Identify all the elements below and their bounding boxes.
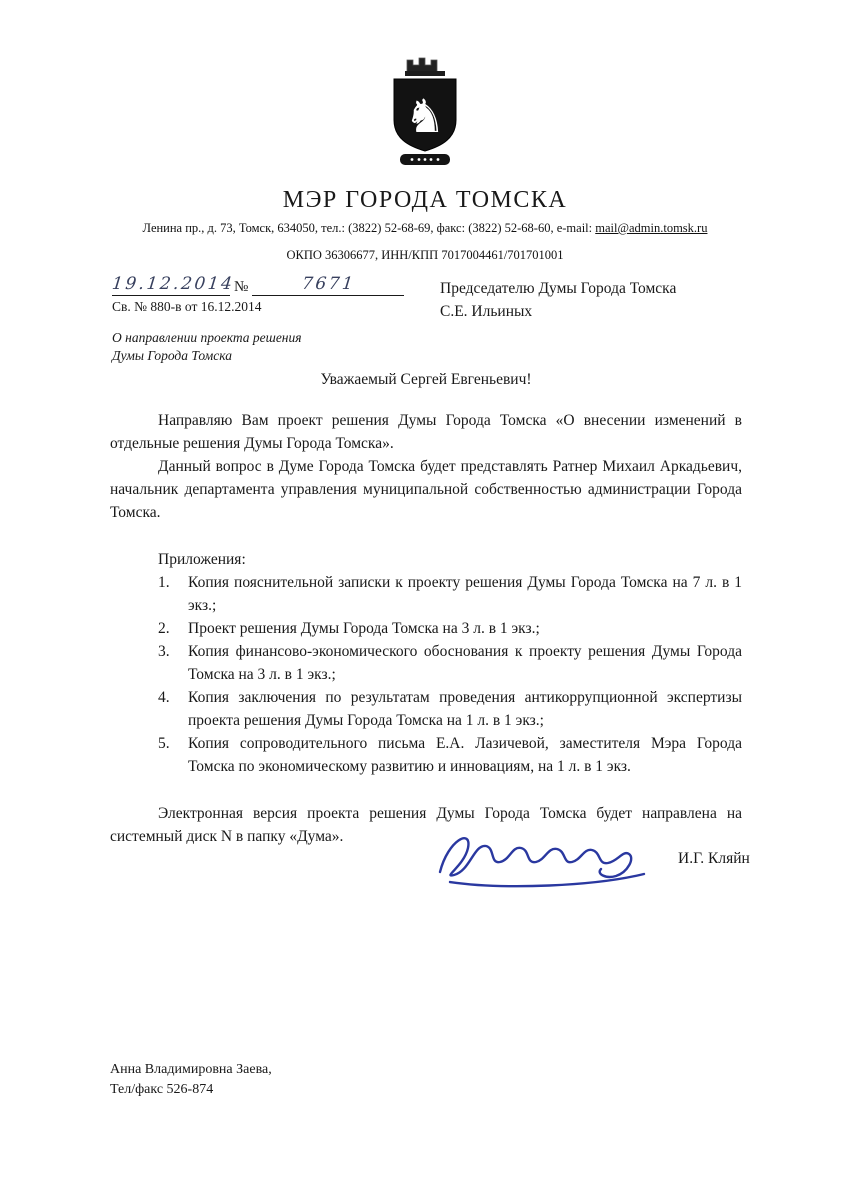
ribbon-icon	[400, 154, 450, 165]
subject-line-2: Думы Города Томска	[112, 348, 232, 363]
attachment-item-2	[110, 617, 742, 640]
paragraph-1: Направляю Вам проект решения Думы Города Томска «О внесении изменений в отдельные решения Думы Города Томска».	[110, 412, 742, 452]
crown-icon	[405, 58, 445, 76]
attachment-item-4	[110, 686, 742, 732]
addressee-title: Председателю Думы Города Томска	[440, 280, 677, 297]
subject-line-1: О направлении проекта решения	[112, 330, 302, 345]
attachment-number: 3.	[158, 643, 170, 660]
attachment-text: Проект решения Думы Города Томска на 3 л. в 1 экз.;	[188, 620, 540, 637]
attachment-text: Копия финансово-экономического обоснования к проекту решения Думы Города Томска на 3 л. в 1 экз.;	[188, 643, 742, 683]
organization-title: МЭР ГОРОДА ТОМСКА	[282, 187, 568, 213]
attachment-text: Копия сопроводительного письма Е.А. Лазичевой, заместителя Мэра Города Томска по экономическому развитию и инновациям, на 1 л. в 1 экз.	[188, 735, 742, 775]
registration-line: Св. № 880-в от 16.12.2014	[112, 299, 262, 314]
outgoing-number-row	[112, 274, 412, 296]
attachment-item-3	[110, 640, 742, 686]
handwritten-date: 19.12.2014	[111, 274, 236, 294]
tomsk-coat-of-arms-icon	[384, 52, 466, 175]
attachment-text: Копия пояснительной записки к проекту решения Думы Города Томска на 7 л. в 1 экз.;	[188, 574, 742, 614]
codes-line: ОКПО 36306677, ИНН/КПП 7017004461/701701001	[286, 248, 564, 262]
handwritten-date-field	[111, 274, 236, 296]
horse-icon: ♞	[404, 89, 446, 143]
handwritten-signature-icon	[420, 820, 670, 900]
attachment-item-5	[110, 732, 742, 778]
attachment-number: 2.	[158, 620, 170, 637]
attachment-number: 5.	[158, 735, 170, 752]
letterhead	[0, 52, 850, 263]
shield-icon	[394, 79, 456, 151]
handwritten-number: 7671	[300, 274, 357, 294]
executor-phone: Тел/факс 526-874	[110, 1082, 214, 1097]
addressee-name: С.Е. Ильиных	[440, 303, 533, 320]
signer-name: И.Г. Кляйн	[678, 850, 750, 867]
paragraph-3: Электронная версия проекта решения Думы Города Томска будет направлена на системный диск N в папку «Дума».	[110, 805, 742, 845]
attachments-heading: Приложения:	[158, 551, 246, 568]
number-sign: №	[234, 279, 249, 295]
address-text: Ленина пр., д. 73, Томск, 634050, тел.: (3822) 52-68-69, факс: (3822) 52-68-60, e-mail:	[142, 221, 596, 235]
attachment-number: 1.	[158, 574, 170, 591]
executor-name: Анна Владимировна Заева,	[110, 1062, 272, 1077]
reference-block	[112, 274, 412, 365]
email-link[interactable]: mail@admin.tomsk.ru	[595, 221, 708, 235]
paragraph-2: Данный вопрос в Думе Города Томска будет представлять Ратнер Михаил Аркадьевич, начальник департамента управления муниципальной собственностью администрации Города Томска.	[110, 458, 742, 521]
salutation: Уважаемый Сергей Евгеньевич!	[320, 371, 532, 388]
executor-block	[110, 1060, 272, 1100]
handwritten-number-field	[252, 274, 404, 296]
letter-body	[110, 368, 742, 848]
attachments-list	[110, 571, 742, 778]
attachment-text: Копия заключения по результатам проведения антикоррупционной экспертизы проекта решения Думы Города Томска на 1 л. в 1 экз.;	[188, 689, 742, 729]
signature-block	[420, 820, 790, 900]
attachment-item-1	[110, 571, 742, 617]
address-line	[0, 221, 850, 236]
attachment-number: 4.	[158, 689, 170, 706]
subject-block	[112, 329, 412, 365]
addressee-block	[440, 277, 750, 323]
